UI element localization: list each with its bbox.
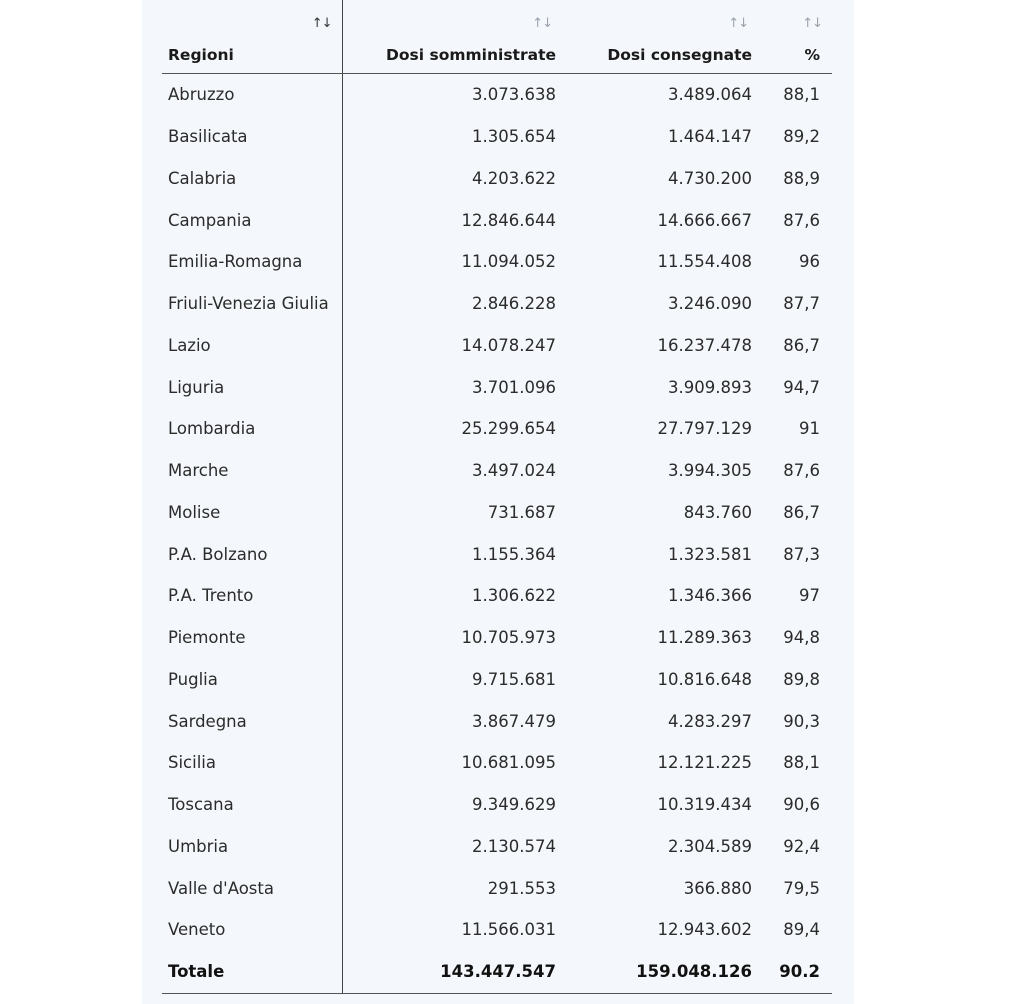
percent-cell: 94,7: [783, 377, 820, 397]
table-row: [162, 742, 832, 784]
table-row: [162, 826, 832, 868]
table-row: [162, 450, 832, 492]
administered-cell: 3.701.096: [472, 377, 556, 397]
delivered-cell: 3.489.064: [668, 85, 752, 105]
percent-cell: 87,7: [783, 294, 820, 314]
total-delivered: 159.048.126: [562, 951, 758, 994]
table-row: [162, 158, 832, 200]
delivered-cell: 4.283.297: [668, 711, 752, 731]
region-cell: Campania: [162, 199, 342, 241]
region-cell: Puglia: [162, 659, 342, 701]
delivered-cell: 14.666.667: [657, 210, 752, 230]
percent-cell: 88,1: [783, 753, 820, 773]
administered-cell: 11.566.031: [461, 920, 556, 940]
percent-cell: 89,8: [783, 669, 820, 689]
table-row: [162, 283, 832, 325]
administered-cell: 25.299.654: [461, 419, 556, 439]
header-dosi-somministrate[interactable]: [342, 0, 562, 74]
region-cell: Toscana: [162, 784, 342, 826]
delivered-cell: 4.730.200: [668, 168, 752, 188]
table-footer: [162, 951, 832, 994]
administered-cell: 14.078.247: [461, 335, 556, 355]
delivered-cell: 1.346.366: [668, 586, 752, 606]
percent-cell: 88,9: [783, 168, 820, 188]
delivered-cell: 10.319.434: [657, 795, 752, 815]
administered-cell: 731.687: [487, 502, 556, 522]
percent-cell: 90,6: [783, 795, 820, 815]
sort-arrows-icon[interactable]: ↑↓: [311, 16, 332, 31]
administered-cell: 10.705.973: [461, 628, 556, 648]
administered-cell: 9.715.681: [472, 669, 556, 689]
region-cell: Calabria: [162, 158, 342, 200]
table-row: [162, 241, 832, 283]
header-label: Dosi consegnate: [607, 46, 752, 64]
delivered-cell: 16.237.478: [657, 335, 752, 355]
table-body: [162, 74, 832, 951]
percent-cell: 89,2: [783, 127, 820, 147]
region-cell: Veneto: [162, 909, 342, 951]
header-label: %: [804, 46, 820, 64]
delivered-cell: 2.304.589: [668, 836, 752, 856]
percent-cell: 87,6: [783, 461, 820, 481]
delivered-cell: 3.246.090: [668, 294, 752, 314]
table-row: [162, 867, 832, 909]
table-row: [162, 74, 832, 116]
delivered-cell: 1.464.147: [668, 127, 752, 147]
total-administered: 143.447.547: [342, 951, 562, 994]
table-row: [162, 199, 832, 241]
delivered-cell: 12.121.225: [657, 753, 752, 773]
region-cell: Liguria: [162, 366, 342, 408]
table-panel: [142, 0, 854, 1004]
percent-cell: 92,4: [783, 836, 820, 856]
administered-cell: 2.130.574: [472, 836, 556, 856]
delivered-cell: 11.289.363: [657, 628, 752, 648]
table-row: [162, 533, 832, 575]
percent-cell: 91: [799, 419, 820, 439]
percent-cell: 87,3: [783, 544, 820, 564]
administered-cell: 10.681.095: [461, 753, 556, 773]
sort-arrows-icon[interactable]: ↑↓: [802, 16, 822, 31]
delivered-cell: 10.816.648: [657, 669, 752, 689]
region-cell: Piemonte: [162, 617, 342, 659]
region-cell: P.A. Bolzano: [162, 533, 342, 575]
table-row: [162, 116, 832, 158]
table-row: [162, 575, 832, 617]
percent-cell: 90,3: [783, 711, 820, 731]
administered-cell: 9.349.629: [472, 795, 556, 815]
region-cell: Sardegna: [162, 700, 342, 742]
administered-cell: 4.203.622: [472, 168, 556, 188]
table-row: [162, 325, 832, 367]
header-label: Dosi somministrate: [386, 46, 556, 64]
administered-cell: 2.846.228: [472, 294, 556, 314]
administered-cell: 3.867.479: [472, 711, 556, 731]
region-cell: Valle d'Aosta: [162, 867, 342, 909]
percent-cell: 97: [799, 586, 820, 606]
percent-cell: 79,5: [783, 878, 820, 898]
percent-cell: 86,7: [783, 335, 820, 355]
total-percent: 90.2: [758, 951, 832, 994]
table-row: [162, 617, 832, 659]
region-cell: P.A. Trento: [162, 575, 342, 617]
percent-cell: 87,6: [783, 210, 820, 230]
delivered-cell: 366.880: [683, 878, 752, 898]
table-row: [162, 366, 832, 408]
administered-cell: 1.305.654: [472, 127, 556, 147]
administered-cell: 291.553: [487, 878, 556, 898]
percent-cell: 89,4: [783, 920, 820, 940]
administered-cell: 11.094.052: [461, 252, 556, 272]
total-label: Totale: [162, 951, 342, 994]
table-row: [162, 700, 832, 742]
region-cell: Molise: [162, 492, 342, 534]
administered-cell: 1.306.622: [472, 586, 556, 606]
table-row: [162, 909, 832, 951]
region-cell: Sicilia: [162, 742, 342, 784]
administered-cell: 3.497.024: [472, 461, 556, 481]
header-regioni[interactable]: [162, 0, 342, 74]
delivered-cell: 11.554.408: [657, 252, 752, 272]
header-dosi-consegnate[interactable]: [562, 0, 758, 74]
percent-cell: 96: [799, 252, 820, 272]
percent-cell: 88,1: [783, 85, 820, 105]
percent-cell: 86,7: [783, 502, 820, 522]
table-row: [162, 784, 832, 826]
delivered-cell: 1.323.581: [668, 544, 752, 564]
header-percent[interactable]: [758, 0, 832, 74]
region-cell: Emilia-Romagna: [162, 241, 342, 283]
delivered-cell: 3.909.893: [668, 377, 752, 397]
delivered-cell: 843.760: [683, 502, 752, 522]
administered-cell: 1.155.364: [472, 544, 556, 564]
region-cell: Abruzzo: [162, 74, 342, 116]
table-header: [162, 0, 832, 74]
table-row: [162, 659, 832, 701]
delivered-cell: 27.797.129: [657, 419, 752, 439]
percent-cell: 94,8: [783, 628, 820, 648]
administered-cell: 3.073.638: [472, 85, 556, 105]
administered-cell: 12.846.644: [461, 210, 556, 230]
table-row: [162, 408, 832, 450]
vaccine-doses-table: [162, 0, 832, 994]
region-cell: Marche: [162, 450, 342, 492]
delivered-cell: 3.994.305: [668, 461, 752, 481]
total-row: [162, 951, 832, 994]
region-cell: Lazio: [162, 325, 342, 367]
sort-arrows-icon[interactable]: ↑↓: [728, 16, 748, 31]
delivered-cell: 12.943.602: [657, 920, 752, 940]
region-cell: Umbria: [162, 826, 342, 868]
region-cell: Lombardia: [162, 408, 342, 450]
region-cell: Basilicata: [162, 116, 342, 158]
region-cell: Friuli-Venezia Giulia: [162, 283, 342, 325]
header-label: Regioni: [168, 46, 234, 64]
table-row: [162, 492, 832, 534]
sort-arrows-icon[interactable]: ↑↓: [532, 16, 552, 31]
